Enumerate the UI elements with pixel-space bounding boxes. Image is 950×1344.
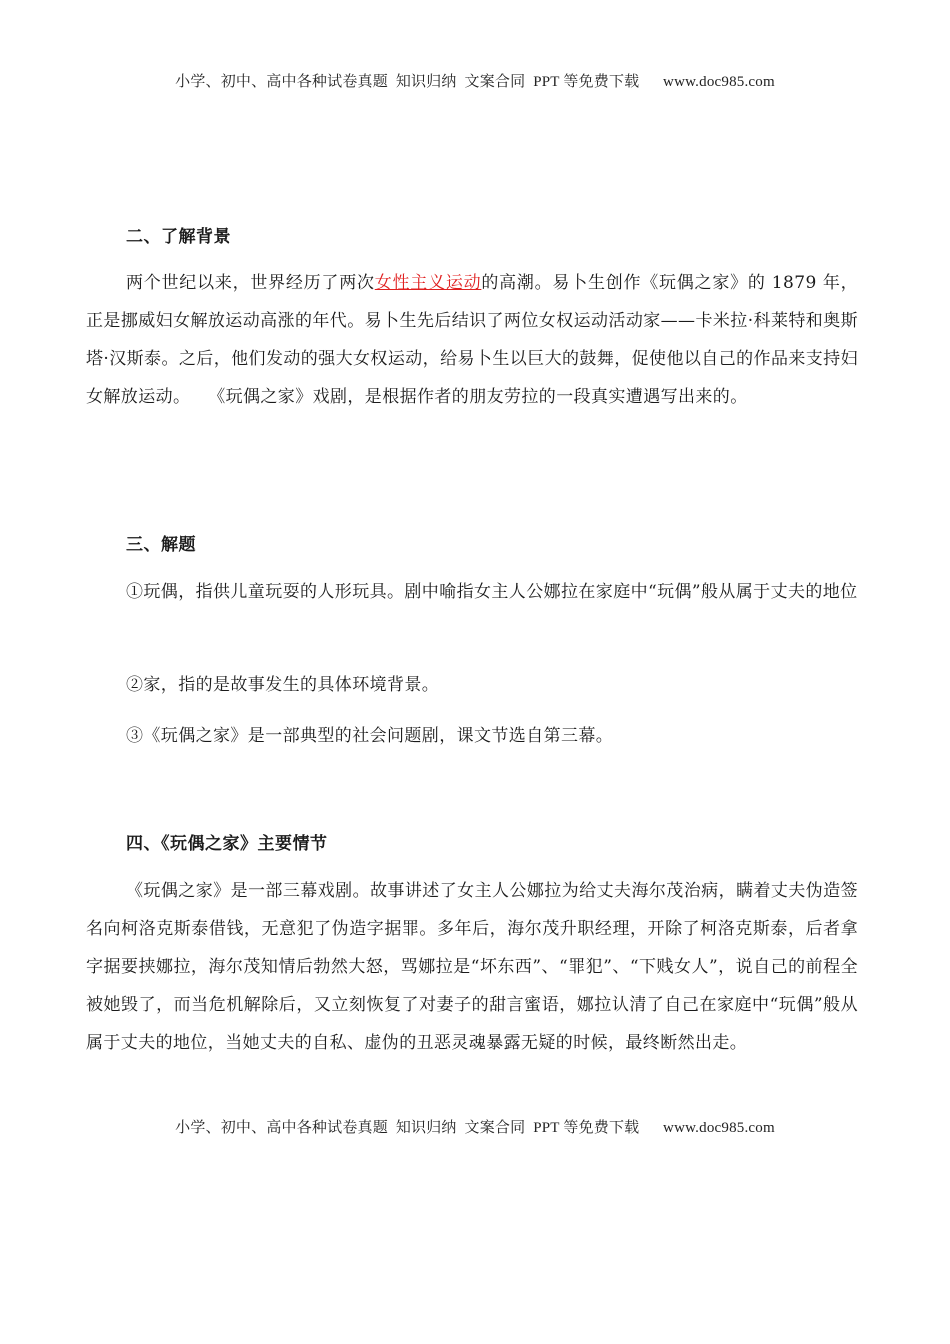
explain-item-3: ③《玩偶之家》是一部典型的社会问题剧，课文节选自第三幕。 — [126, 726, 614, 746]
plot-paragraph: 《玩偶之家》是一部三幕戏剧。故事讲述了女主人公娜拉为给丈夫海尔茂治病，瞒着丈夫伪造签名向柯洛克斯泰借钱，无意犯了伪造字据罪。多年后，海尔茂升职经理，开除了柯洛克斯泰，后者拿字据要挟娜拉，海尔茂知情后勃然大怒，骂娜拉是“坏东西”、“罪犯”、“下贱女人”，说自己的前程全被她毁了，而当危机解除后，又立刻恢复了对妻子的甜言蜜语，娜拉认清了自己在家庭中“玩偶”般从属于丈夫的地位，当她丈夫的自私、虚伪的丑恶灵魂暴露无疑的时候，最终断然出走。 — [86, 881, 858, 1053]
background-text-start: 两个世纪以来，世界经历了两次 — [126, 273, 375, 293]
section-title-background: 二、了解背景 — [126, 227, 231, 247]
feminism-link[interactable]: 女性主义运动 — [374, 273, 482, 293]
page-footer: 小学、初中、高中各种试卷真题 知识归纳 文案合同 PPT 等免费下载 www.doc985.com — [175, 1120, 775, 1136]
explain-item-2: ②家，指的是故事发生的具体环境背景。 — [126, 675, 440, 695]
section-title-plot: 四、《玩偶之家》主要情节 — [126, 834, 328, 854]
page-header: 小学、初中、高中各种试卷真题 知识归纳 文案合同 PPT 等免费下载 www.doc985.com — [175, 74, 775, 90]
section-title-explain: 三、解题 — [126, 535, 196, 555]
background-text-end: 的高潮。易卜生创作《玩偶之家》的 1879 年，正是挪威妇女解放运动高涨的年代。易卜生先后结识了两位女权运动活动家——卡米拉·科莱特和奥斯塔·汉斯泰。之后，他们发动的强大女权运动，给易卜生以巨大的鼓舞，促使他以自己的作品来支持妇女解放运动。 《玩偶之家》戏剧，是根据作者的朋友劳拉的一段真实遭遇写出来的。 — [86, 273, 859, 407]
background-paragraph — [86, 264, 858, 416]
explain-item-1: ①玩偶，指供儿童玩耍的人形玩具。剧中喻指女主人公娜拉在家庭中“玩偶”般从属于丈夫的地位 — [126, 582, 858, 602]
